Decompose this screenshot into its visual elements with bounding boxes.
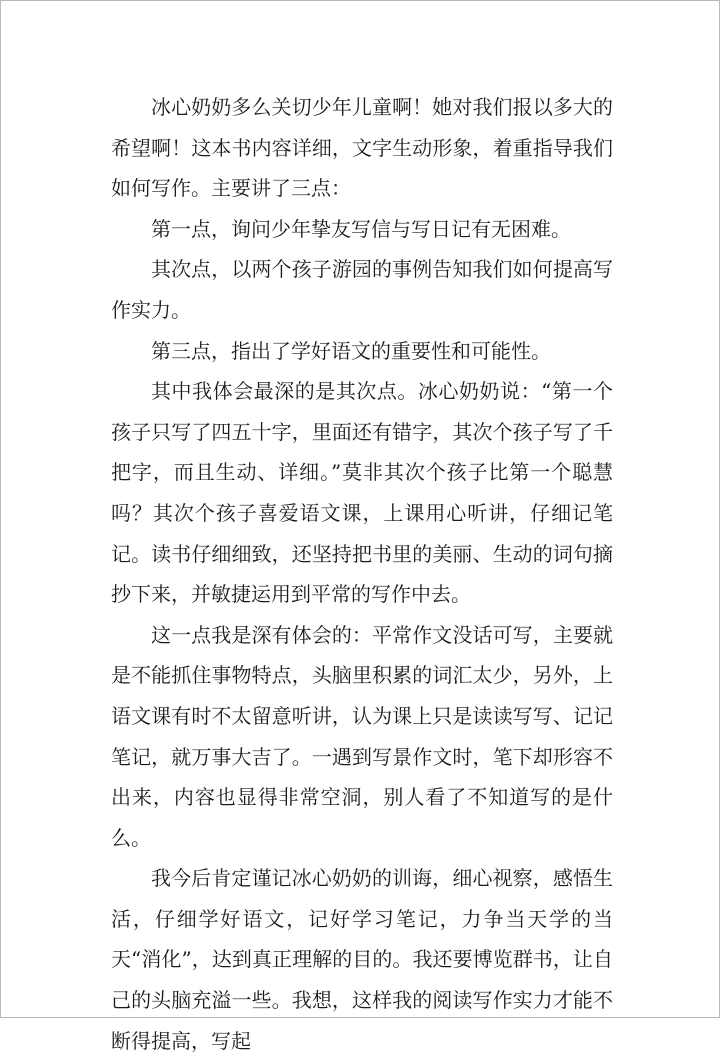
paragraph: 其中我体会最深的是其次点。冰心奶奶说：“第一个孩子只写了四五十字，里面还有错字，其次个孩子写了千把字，而且生动、详细。”莫非其次个孩子比第一个聪慧吗？其次个孩子喜爱语文课，上课用心听讲，仔细记笔记。读书仔细细致，还坚持把书里的美丽、生动的词句摘抄下来，并敏捷运用到平常的写作中去。 xyxy=(111,379,613,607)
paragraph: 第一点，询问少年挚友写信与写日记有无困难。 xyxy=(151,216,571,241)
paragraph: 我今后肯定谨记冰心奶奶的训诲，细心视察，感悟生活，仔细学好语文，记好学习笔记，力争当天学的当天“消化”，达到真正理解的目的。我还要博览群书，让自己的头脑充溢一些。我想，这样我的阅读写作实力才能不断得提高，写起 xyxy=(111,866,613,1053)
paragraph: 冰心奶奶多么关切少年儿童啊！她对我们报以多大的希望啊！这本书内容详细，文字生动形象，着重指导我们如何写作。主要讲了三点： xyxy=(111,95,613,201)
document-body xyxy=(111,87,613,1061)
paragraph: 其次点，以两个孩子游园的事例告知我们如何提高写作实力。 xyxy=(111,257,613,322)
paragraph: 这一点我是深有体会的：平常作文没话可写，主要就是不能抓住事物特点，头脑里积累的词汇太少，另外，上语文课有时不太留意听讲，认为课上只是读读写写、记记笔记，就万事大吉了。一遇到写景作文时，笔下却形容不出来，内容也显得非常空洞，别人看了不知道写的是什么。 xyxy=(111,622,613,850)
paragraph: 第三点，指出了学好语文的重要性和可能性。 xyxy=(151,338,551,363)
